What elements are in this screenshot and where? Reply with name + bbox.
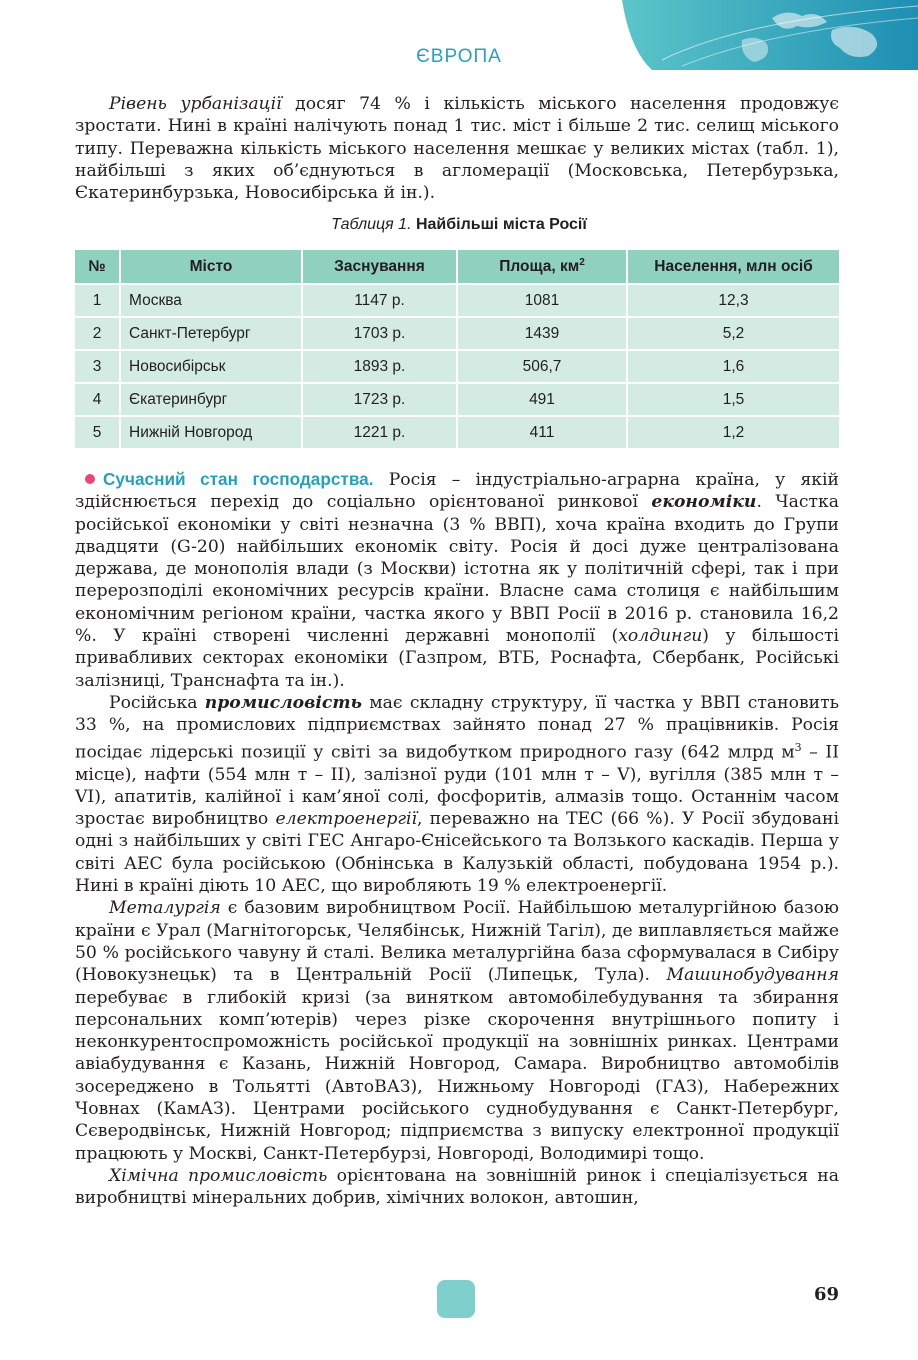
table-header-row	[75, 250, 839, 284]
cell-area: 491	[457, 383, 627, 416]
intro-text: досяг 74 % і кількість міського населення продовжує зростати. Нині в країні налічують понад 1 тис. міст і більше 2 тис. селищ міського типу. Переважна кількість міського населення мешкає у великих містах (табл. 1), найбільші з яких об’єднуються в агломерації (Московська, Петербурзька, Єкатеринбурзька, Новосибірська й ін.).	[75, 94, 840, 204]
term-chemical-industry: Хімічна промисловість	[109, 1165, 328, 1186]
header-founded: Заснування	[302, 250, 457, 284]
cell-number: 2	[75, 317, 120, 350]
term-industry: промисловість	[204, 692, 362, 713]
header-city: Місто	[120, 250, 302, 284]
cell-area: 506,7	[457, 350, 627, 383]
cell-number: 1	[75, 284, 120, 317]
term-machine-building: Машинобудування	[666, 965, 839, 986]
header-population: Населення, млн осіб	[627, 250, 839, 284]
cell-area: 1439	[457, 317, 627, 350]
header-number: №	[75, 250, 120, 284]
table-row	[75, 317, 839, 350]
text-run: має складну структуру, її частка у ВВП становить 33 %, на промислових підприємствах зайнято понад 27 % працівників. Росія посідає лідерські позиції у світі за видобутком природного газу (642 млрд м	[75, 692, 839, 763]
term-holdings: холдинги	[618, 626, 703, 647]
cell-city: Нижній Новгород	[120, 416, 302, 449]
term-electricity: електроенергії	[275, 809, 418, 830]
table-caption-prefix: Таблиця 1.	[331, 216, 412, 233]
economy-paragraph-3	[75, 897, 839, 1165]
text-run: орієнтована на зовнішній ринок і спеціалізується на виробництві мінеральних добрив, хімічних волокон, автошин,	[75, 1165, 839, 1209]
superscript: 3	[794, 740, 802, 754]
term-metallurgy: Металургія	[109, 898, 221, 919]
cell-founded: 1221 р.	[302, 416, 457, 449]
cell-city: Єкатеринбург	[120, 383, 302, 416]
economy-paragraph-2	[75, 692, 839, 897]
intro-paragraph	[75, 93, 839, 204]
cell-number: 5	[75, 416, 120, 449]
table-caption	[0, 216, 918, 234]
text-run: . Частка російської економіки у світі незначна (3 % ВВП), хоча країна входить до Групи двадцяти (G-20) найбільших економік світу. Росія й досі дуже централізована держава, де монополія влади (з Москви) істотна як у політичній сфері, так і при перерозподілі економічних ресурсів країни. Власне сама столиця є найбільшим економічним регіоном країни, частка якого у ВВП Росії в 2016 р. становила 16,2 %. У країні створені численні державні монополії (	[75, 492, 839, 647]
economy-paragraph-1	[75, 468, 839, 692]
table-row	[75, 416, 839, 449]
header-area	[457, 250, 627, 284]
cell-population: 1,5	[627, 383, 839, 416]
cell-population: 1,6	[627, 350, 839, 383]
urbanization-term: Рівень урбанізації	[109, 94, 282, 114]
text-run: є базовим виробництвом Росії. Найбільшою металургійною базою країни є Урал (Магнітогорськ, Челябінськ, Нижній Тагіл), де виплавляється майже 50 % російського чавуну й сталі. Велика металургійна база сформувалася в Сибіру (Новокузнецьк) та в Центральній Росії (Липецьк, Тула).	[75, 898, 839, 986]
cell-area: 411	[457, 416, 627, 449]
text-run: , переважно на ТЕС (66 %). У Росії збудовані одні з найбільших у світі ГЕС Ангаро-Єнісейського та Волзького каскадів. Перша у світі АЕС була російською (Обнінська в Калузькій області, побудована 1954 р.). Нині в країні діють 10 АЕС, що виробляють 19 % електроенергії.	[75, 809, 839, 897]
table-row	[75, 350, 839, 383]
text-run: ) у більшості привабливих секторах економіки (Газпром, ВТБ, Роснафта, Сбербанк, Російські залізниці, Транснафта та ін.).	[75, 626, 840, 691]
cell-population: 12,3	[627, 284, 839, 317]
cell-founded: 1723 р.	[302, 383, 457, 416]
economy-paragraph-4	[75, 1165, 839, 1210]
table-caption-title: Найбільші міста Росії	[415, 216, 587, 233]
table-row	[75, 284, 839, 317]
cities-table	[75, 250, 839, 450]
cell-number: 3	[75, 350, 120, 383]
cell-city: Москва	[120, 284, 302, 317]
cell-population: 1,2	[627, 416, 839, 449]
header-area-sup: 2	[579, 256, 585, 268]
text-run: Росія – індустріально-аграрна країна, у якій здійснюється перехід до соціально орієнтованої ринкової	[75, 470, 839, 513]
cell-founded: 1703 р.	[302, 317, 457, 350]
text-run: Російська	[109, 692, 205, 713]
cell-city: Санкт-Петербург	[120, 317, 302, 350]
cell-population: 5,2	[627, 317, 839, 350]
economy-heading: Сучасний стан господарства.	[103, 469, 374, 489]
bullet-dot-icon	[85, 474, 95, 484]
text-run: – II місце), нафти (554 млн т – II), залізної руди (101 млн т – V), вугілля (385 млн т – VI), апатитів, калійної і кам’яної солі, фосфоритів, алмазів тощо. Останнім часом зростає виробництво	[75, 742, 840, 830]
cell-number: 4	[75, 383, 120, 416]
cell-founded: 1147 р.	[302, 284, 457, 317]
footer-decoration	[437, 1280, 475, 1318]
term-economy: економіки	[651, 492, 757, 513]
table-row	[75, 383, 839, 416]
economy-section	[75, 468, 839, 1210]
cell-founded: 1893 р.	[302, 350, 457, 383]
text-run: перебуває в глибокій кризі (за винятком автомобілебудування та збирання персональних комп’ютерів) через різке скорочення внутрішнього попиту і неконкурентоспроможність російської продукції на зовнішніх ринках. Центрами авіабудування є Казань, Нижній Новгород, Самара. Виробництво автомобілів зосереджено в Тольятті (АвтоВАЗ), Нижньому Новгороді (ГАЗ), Набережних Човнах (КамАЗ). Центрами російського суднобудування є Санкт-Петербург, Сєверодвінськ, Нижній Новгород; підприємства з випуску електронної продукції працюють у Москві, Санкт-Петербурзі, Новгороді, Володимирі тощо.	[75, 987, 839, 1164]
section-title: ЄВРОПА	[416, 46, 502, 67]
cell-area: 1081	[457, 284, 627, 317]
cell-city: Новосибірськ	[120, 350, 302, 383]
page-number: 69	[813, 1284, 839, 1305]
header-area-label: Площа, км	[499, 258, 580, 276]
